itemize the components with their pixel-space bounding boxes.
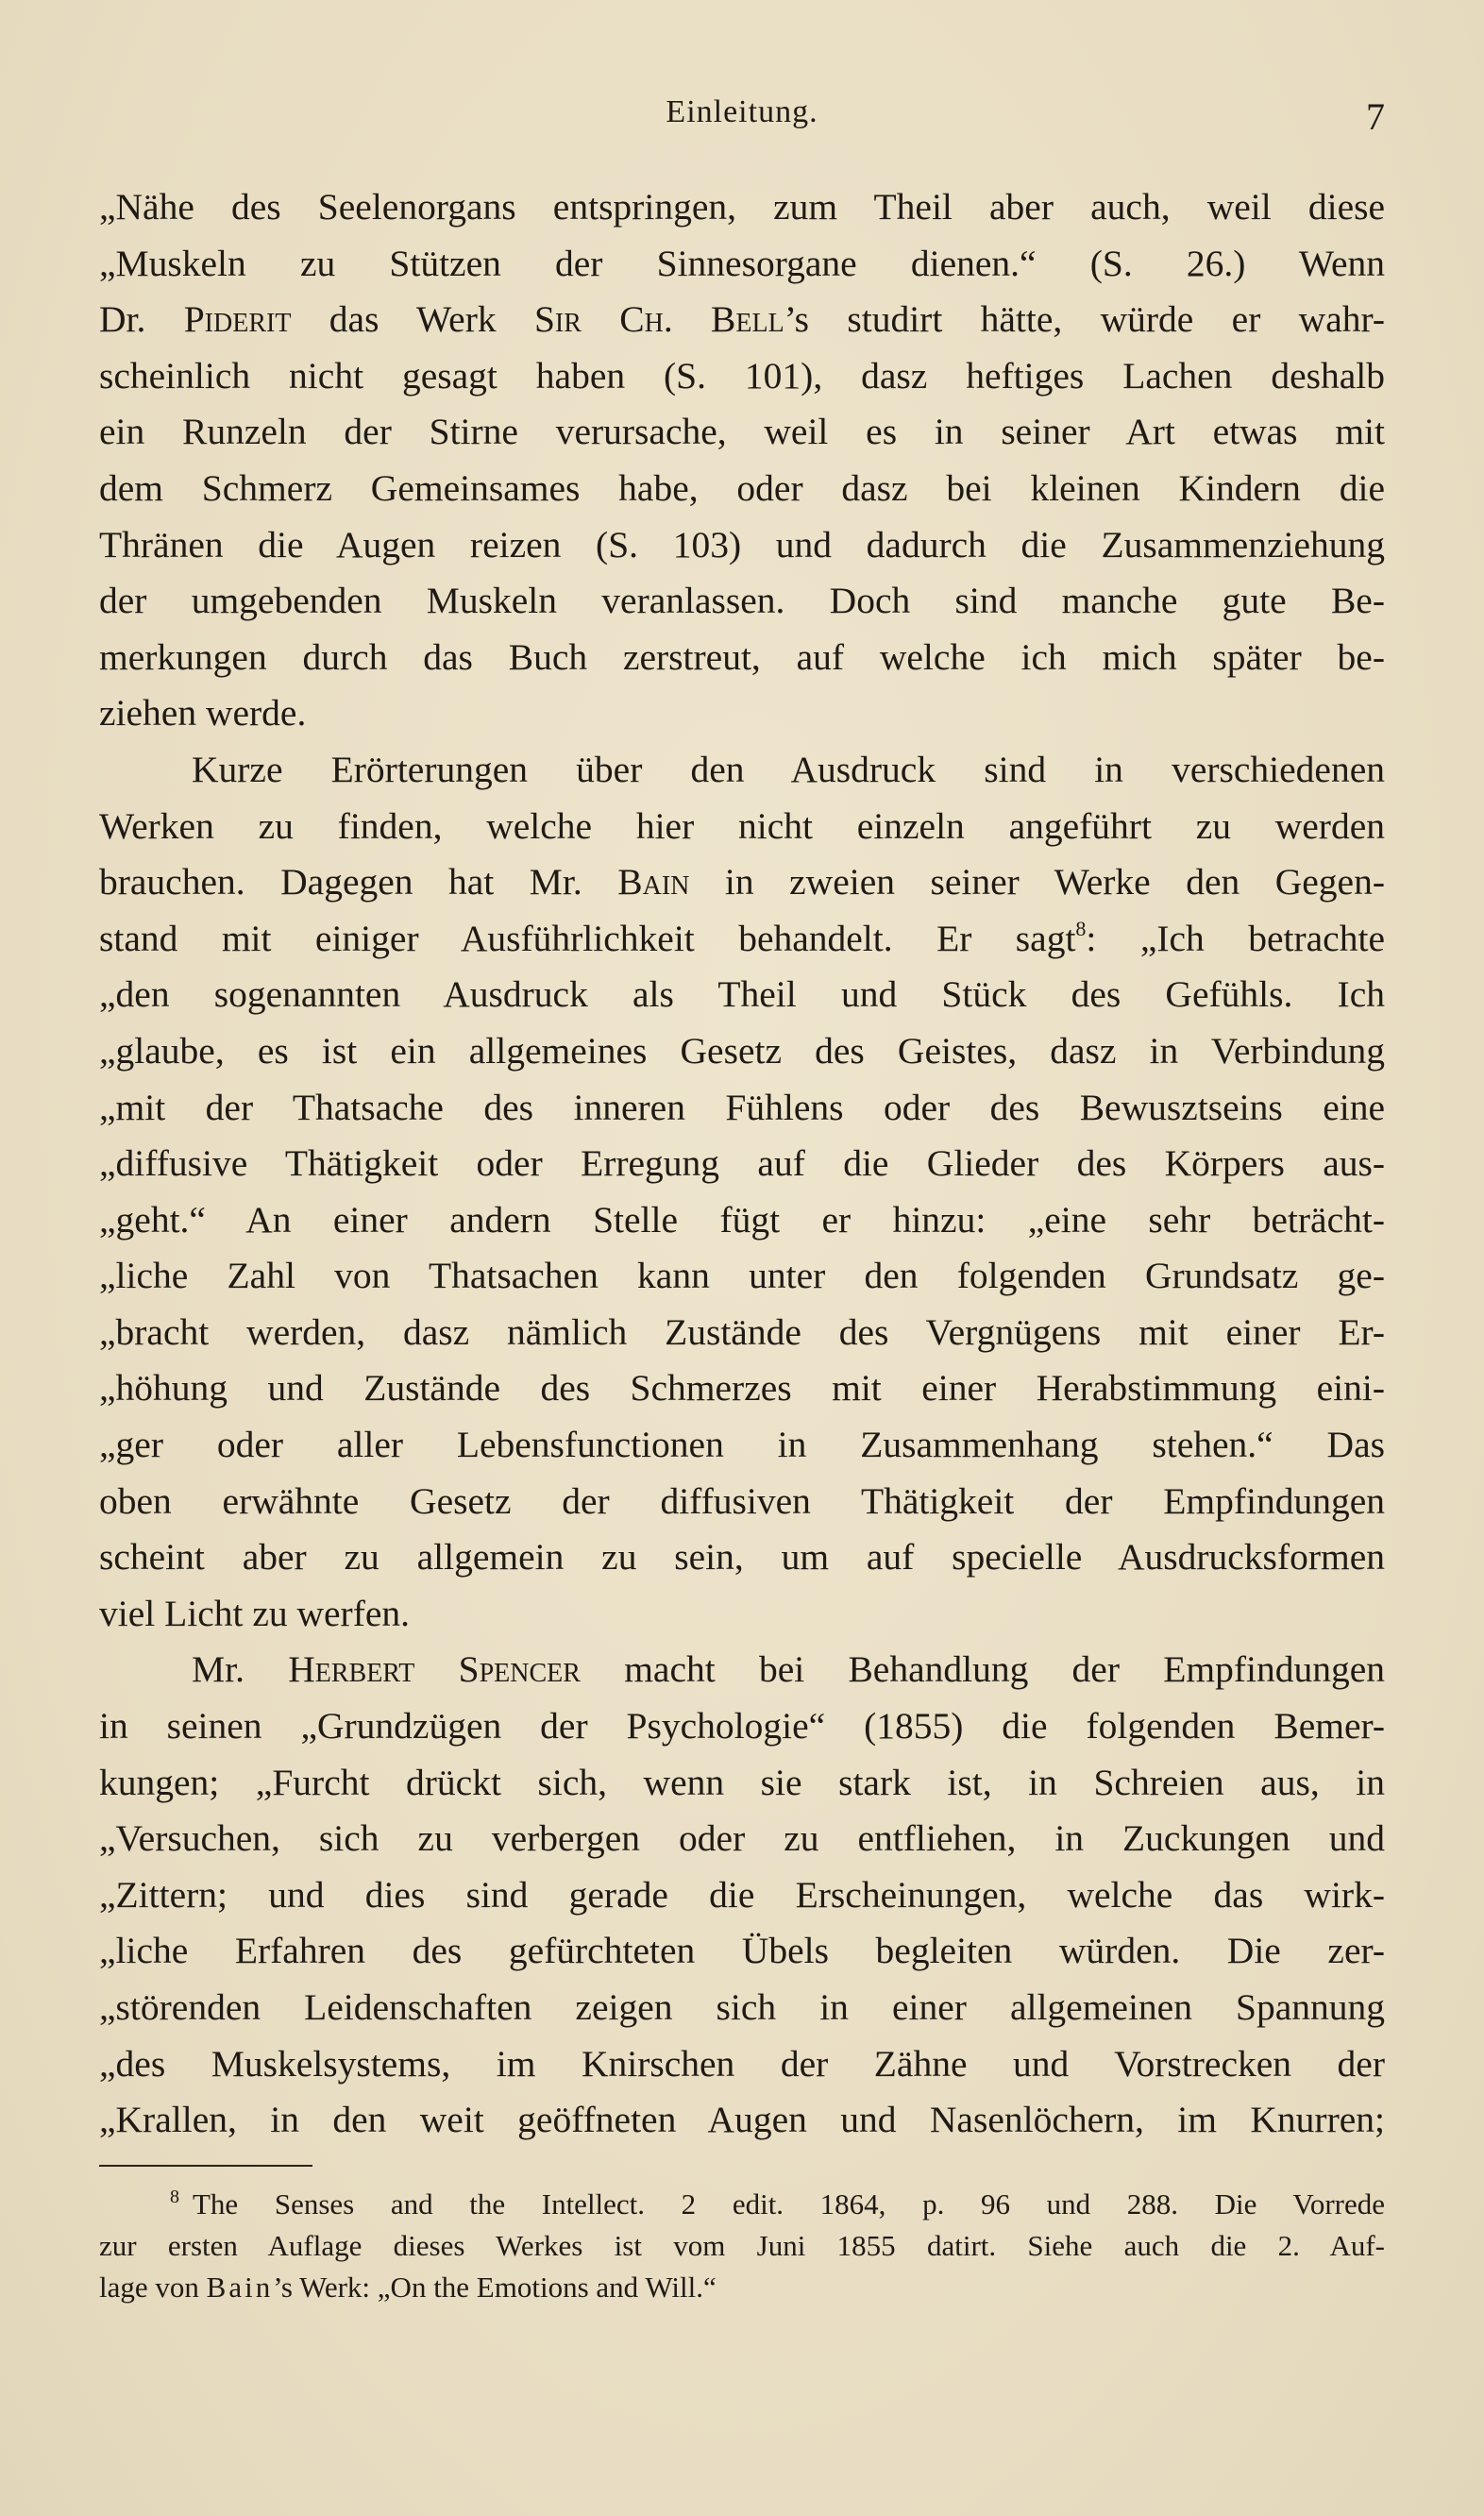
- text-line: viel Licht zu werfen.: [99, 1592, 411, 1634]
- text-line: „Zittern; und dies sind gerade die Erscheinungen, welche das wirk-: [99, 1873, 1385, 1916]
- text-line: „des Muskelsystems, im Knirschen der Zähne und Vorstrecken der: [99, 2042, 1385, 2085]
- author-name: Sir Ch. Bell: [533, 298, 784, 341]
- footnote-line: lage von Bain’s Werk: „On the Emotions and Will.“: [99, 2271, 717, 2304]
- footnote-marker: 8: [170, 2187, 179, 2207]
- footnote: [99, 2184, 1385, 2308]
- text-line: Dr. Piderit das Werk Sir Ch. Bell’s studirt hätte, würde er wahr-: [99, 298, 1385, 341]
- text-line: „Muskeln zu Stützen der Sinnesorgane dienen.“ (S. 26.) Wenn: [99, 242, 1385, 284]
- paragraph-2: [99, 742, 1385, 1643]
- text-line: ein Runzeln der Stirne verursache, weil es in seiner Art etwas mit: [99, 411, 1385, 453]
- text-line: scheint aber zu allgemein zu sein, um auf specielle Ausdrucksformen: [99, 1536, 1385, 1579]
- footnote-reference[interactable]: 8: [1075, 916, 1087, 940]
- text-line: „störenden Leidenschaften zeigen sich in einer allgemeinen Spannung: [99, 1986, 1385, 2028]
- text-line: der umgebenden Muskeln veranlassen. Doch sind manche gute Be-: [99, 580, 1385, 622]
- text-line: Thränen die Augen reizen (S. 103) und dadurch die Zusammenziehung: [99, 523, 1385, 566]
- text-line: „höhung und Zustände des Schmerzes mit einer Herabstimmung eini-: [99, 1367, 1385, 1410]
- text-line: „Nähe des Seelenorgans entspringen, zum Theil aber auch, weil diese: [99, 186, 1385, 228]
- text-line: kungen; „Furcht drückt sich, wenn sie stark ist, in Schreien aus, in: [99, 1761, 1385, 1803]
- footnote-line: zur ersten Auflage dieses Werkes ist vom Juni 1855 datirt. Siehe auch die 2. Auf-: [99, 2229, 1385, 2262]
- running-title: Einleitung.: [666, 94, 818, 129]
- text-line: „diffusive Thätigkeit oder Erregung auf die Glieder des Körpers aus-: [99, 1142, 1385, 1185]
- text-line: merkungen durch das Buch zerstreut, auf welche ich mich später be-: [99, 635, 1385, 678]
- author-name: Bain: [617, 861, 690, 903]
- text-line: „mit der Thatsache des inneren Fühlens oder des Bewusztseins eine: [99, 1086, 1385, 1128]
- text-line: brauchen. Dagegen hat Mr. Bain in zweien seiner Werke den Gegen-: [99, 861, 1385, 903]
- text-line: „liche Zahl von Thatsachen kann unter den folgenden Grundsatz ge-: [99, 1255, 1385, 1297]
- author-name: Piderit: [183, 298, 292, 341]
- text-line: „ger oder aller Lebensfunctionen in Zusammenhang stehen.“ Das: [99, 1424, 1385, 1466]
- text-line: dem Schmerz Gemeinsames habe, oder dasz bei kleinen Kindern die: [99, 466, 1385, 509]
- text-line: oben erwähnte Gesetz der diffusiven Thätigkeit der Empfindungen: [99, 1479, 1385, 1522]
- author-name: Bain: [206, 2271, 274, 2304]
- text-line: „geht.“ An einer andern Stelle fügt er hinzu: „eine sehr beträcht-: [99, 1198, 1385, 1241]
- text-line: scheinlich nicht gesagt haben (S. 101), dasz heftiges Lachen deshalb: [99, 354, 1385, 397]
- footnote-divider: [99, 2165, 312, 2167]
- paragraph-3: [99, 1642, 1385, 2148]
- page-header: [99, 94, 1385, 142]
- text-line: „glaube, es ist ein allgemeines Gesetz des Geistes, dasz in Verbindung: [99, 1029, 1385, 1072]
- text-line: ziehen werde.: [99, 692, 307, 735]
- text-line: „den sogenannten Ausdruck als Theil und Stück des Gefühls. Ich: [99, 973, 1385, 1016]
- text-line: Mr. Herbert Spencer macht bei Behandlung der Empfindungen: [192, 1648, 1385, 1691]
- footnote-line: $^8$ The Senses and the Intellect. 2 edit. 1864, p. 96 und 288. Die Vorrede: [170, 2187, 1385, 2220]
- text-line: Werken zu finden, welche hier nicht einzeln angeführt zu werden: [99, 804, 1385, 847]
- author-name: Herbert Spencer: [288, 1648, 581, 1691]
- main-text: [99, 179, 1385, 2149]
- text-line: „bracht werden, dasz nämlich Zustände des Vergnügens mit einer Er-: [99, 1310, 1385, 1353]
- text-line: stand mit einiger Ausführlichkeit behandelt. Er sagt$^8$: „Ich betrachte: [99, 916, 1385, 959]
- paragraph-1: [99, 179, 1385, 742]
- text-line: in seinen „Grundzügen der Psychologie“ (1855) die folgenden Bemer-: [99, 1705, 1385, 1748]
- page-number: 7: [1366, 95, 1385, 138]
- text-line: Kurze Erörterungen über den Ausdruck sind in verschiedenen: [192, 748, 1385, 790]
- text-line: „liche Erfahren des gefürchteten Übels begleiten würden. Die zer-: [99, 1930, 1385, 1972]
- text-line: „Versuchen, sich zu verbergen oder zu entfliehen, in Zuckungen und: [99, 1817, 1385, 1860]
- text-line: „Krallen, in den weit geöffneten Augen und Nasenlöchern, im Knurren;: [99, 2099, 1385, 2141]
